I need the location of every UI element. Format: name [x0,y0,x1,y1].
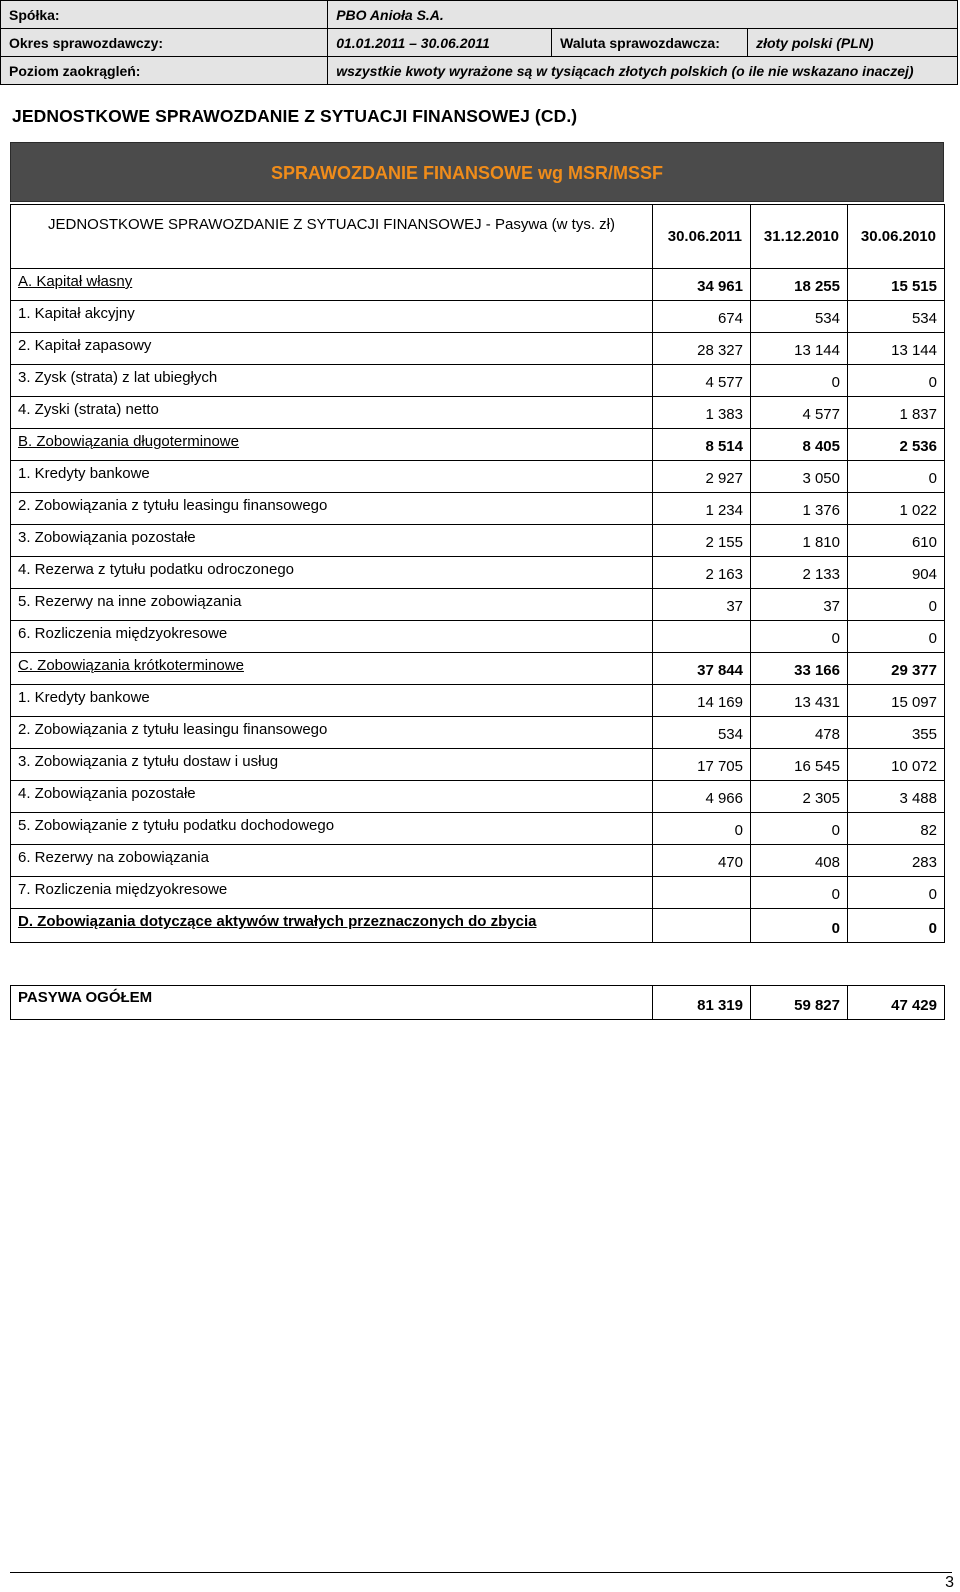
row-value: 28 327 [653,333,751,365]
column-header: 31.12.2010 [751,205,848,269]
row-value: 904 [848,557,945,589]
period-value: 01.01.2011 – 30.06.2011 [328,29,552,57]
row-value: 0 [848,877,945,909]
table-row [11,781,945,813]
table-row [11,525,945,557]
row-label: 5. Zobowiązanie z tytułu podatku dochodowego [11,813,653,845]
row-label: 7. Rozliczenia międzyokresowe [11,877,653,909]
column-header: 30.06.2010 [848,205,945,269]
banner-title: SPRAWOZDANIE FINANSOWE wg MSR/MSSF [270,163,663,183]
company-value: PBO Anioła S.A. [328,1,958,29]
row-value: 13 144 [848,333,945,365]
row-value: 4 966 [653,781,751,813]
row-label: A. Kapitał własny [11,269,653,301]
row-label: B. Zobowiązania długoterminowe [11,429,653,461]
company-row [1,1,958,29]
row-value: 37 [751,589,848,621]
row-value: 2 155 [653,525,751,557]
row-value: 355 [848,717,945,749]
row-label: 5. Rezerwy na inne zobowiązania [11,589,653,621]
row-label: 3. Zobowiązania pozostałe [11,525,653,557]
row-value: 0 [751,365,848,397]
table-row [11,365,945,397]
table-row [11,301,945,333]
row-value: 0 [848,589,945,621]
table-row [11,397,945,429]
report-info-table [0,0,958,85]
currency-label: Waluta sprawozdawcza: [552,29,748,57]
section-row [11,909,945,943]
row-label: 1. Kredyty bankowe [11,461,653,493]
total-label: PASYWA OGÓŁEM [11,986,653,1020]
row-value [653,877,751,909]
total-value: 81 319 [653,986,751,1020]
row-value: 1 837 [848,397,945,429]
footer-divider [10,1572,952,1573]
row-value: 0 [653,813,751,845]
table-row [11,749,945,781]
row-label: 2. Kapitał zapasowy [11,333,653,365]
currency-value: złoty polski (PLN) [748,29,958,57]
row-value: 82 [848,813,945,845]
row-value: 3 488 [848,781,945,813]
table-row [11,493,945,525]
row-value: 2 927 [653,461,751,493]
row-value: 8 405 [751,429,848,461]
row-value: 2 536 [848,429,945,461]
row-value: 16 545 [751,749,848,781]
row-label: 4. Zobowiązania pozostałe [11,781,653,813]
statement-banner [10,142,944,202]
row-value: 34 961 [653,269,751,301]
row-value: 2 133 [751,557,848,589]
period-row [1,29,958,57]
row-value: 0 [848,365,945,397]
table-row [11,461,945,493]
total-row [11,986,945,1020]
table-row [11,845,945,877]
row-label: 4. Rezerwa z tytułu podatku odroczonego [11,557,653,589]
total-value: 47 429 [848,986,945,1020]
table-row [11,813,945,845]
rounding-value: wszystkie kwoty wyrażone są w tysiącach złotych polskich (o ile nie wskazano inaczej) [328,57,958,85]
section-row [11,653,945,685]
row-value: 13 431 [751,685,848,717]
row-label: 6. Rezerwy na zobowiązania [11,845,653,877]
row-value: 14 169 [653,685,751,717]
row-value: 610 [848,525,945,557]
row-value: 17 705 [653,749,751,781]
row-value: 37 [653,589,751,621]
table-row [11,621,945,653]
table-row [11,589,945,621]
section-row [11,269,945,301]
liabilities-table [10,204,945,943]
page-number: 3 [945,1574,954,1591]
row-value: 1 810 [751,525,848,557]
row-label: 1. Kapitał akcyjny [11,301,653,333]
period-label: Okres sprawozdawczy: [1,29,328,57]
row-value: 534 [848,301,945,333]
row-value [653,621,751,653]
row-value: 15 097 [848,685,945,717]
row-value: 29 377 [848,653,945,685]
table-header-row [11,205,945,269]
row-value: 8 514 [653,429,751,461]
row-label: 3. Zysk (strata) z lat ubiegłych [11,365,653,397]
table-row [11,557,945,589]
table-row [11,877,945,909]
row-label: 1. Kredyty bankowe [11,685,653,717]
row-value: 15 515 [848,269,945,301]
row-value: 478 [751,717,848,749]
row-label: C. Zobowiązania krótkoterminowe [11,653,653,685]
row-value: 1 234 [653,493,751,525]
row-value [653,909,751,943]
row-value: 2 305 [751,781,848,813]
row-value: 4 577 [653,365,751,397]
row-value: 4 577 [751,397,848,429]
row-value: 2 163 [653,557,751,589]
row-value: 470 [653,845,751,877]
table-title: JEDNOSTKOWE SPRAWOZDANIE Z SYTUACJI FINANSOWEJ - Pasywa (w tys. zł) [11,205,653,269]
row-value: 674 [653,301,751,333]
row-value: 1 022 [848,493,945,525]
row-value: 1 383 [653,397,751,429]
row-label: 6. Rozliczenia międzyokresowe [11,621,653,653]
row-value: 37 844 [653,653,751,685]
row-value: 33 166 [751,653,848,685]
row-value: 0 [751,877,848,909]
row-value: 534 [751,301,848,333]
table-row [11,685,945,717]
row-label: D. Zobowiązania dotyczące aktywów trwałych przeznaczonych do zbycia [11,909,653,943]
row-value: 0 [848,909,945,943]
row-value: 0 [848,621,945,653]
section-row [11,429,945,461]
row-label: 3. Zobowiązania z tytułu dostaw i usług [11,749,653,781]
row-label: 2. Zobowiązania z tytułu leasingu finansowego [11,717,653,749]
row-value: 1 376 [751,493,848,525]
column-header: 30.06.2011 [653,205,751,269]
row-value: 0 [848,461,945,493]
page-title: JEDNOSTKOWE SPRAWOZDANIE Z SYTUACJI FINANSOWEJ (CD.) [12,106,578,126]
row-label: 2. Zobowiązania z tytułu leasingu finansowego [11,493,653,525]
row-value: 13 144 [751,333,848,365]
company-label: Spółka: [1,1,328,29]
row-value: 408 [751,845,848,877]
row-value: 0 [751,909,848,943]
row-value: 18 255 [751,269,848,301]
table-row [11,333,945,365]
rounding-label: Poziom zaokrągleń: [1,57,328,85]
row-value: 3 050 [751,461,848,493]
row-value: 283 [848,845,945,877]
row-label: 4. Zyski (strata) netto [11,397,653,429]
table-row [11,717,945,749]
row-value: 0 [751,621,848,653]
row-value: 0 [751,813,848,845]
rounding-row [1,57,958,85]
row-value: 534 [653,717,751,749]
total-table [10,985,945,1020]
row-value: 10 072 [848,749,945,781]
total-value: 59 827 [751,986,848,1020]
